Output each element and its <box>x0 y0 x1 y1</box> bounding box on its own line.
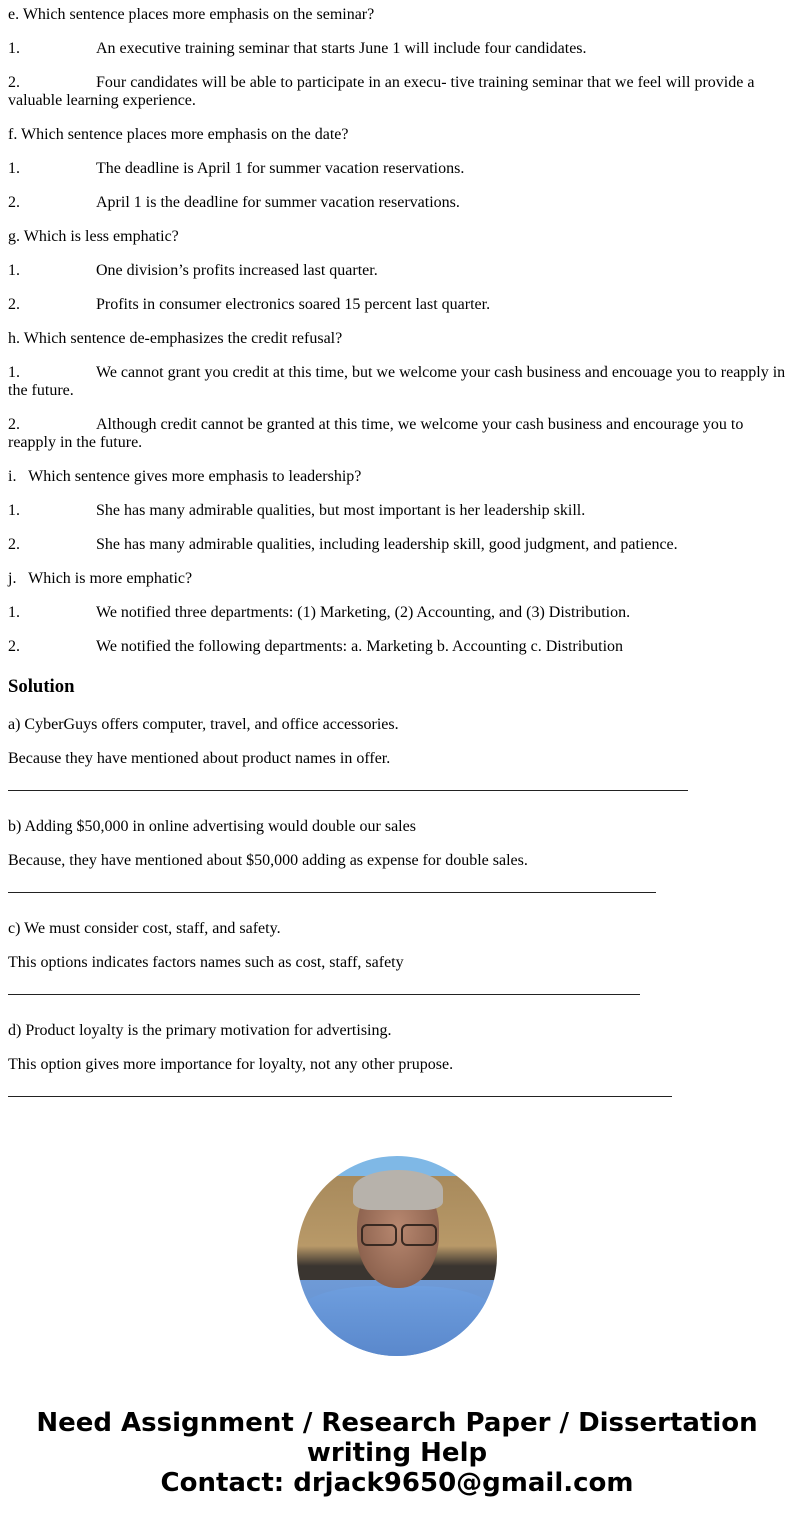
option <box>8 74 786 110</box>
question-prompt: g. Which is less emphatic? <box>8 228 179 245</box>
option-text: She has many admirable qualities, but most important is her leadership skill. <box>96 502 586 519</box>
option <box>8 502 786 520</box>
option-text: Although credit cannot be granted at this time, we welcome your cash business and encourage you to reapply in the future. <box>8 416 744 451</box>
question-prompt: h. Which sentence de-emphasizes the credit refusal? <box>8 330 343 347</box>
question-prompt: e. Which sentence places more emphasis on the seminar? <box>8 6 375 23</box>
option-number: 1. <box>8 40 20 57</box>
promo-line-1: Need Assignment / Research Paper / Dissertation <box>36 1408 758 1438</box>
option-number: 1. <box>8 160 20 177</box>
option-text: She has many admirable qualities, including leadership skill, good judgment, and patience. <box>96 536 678 553</box>
separator-line <box>8 994 640 995</box>
option <box>8 296 786 314</box>
option <box>8 416 786 452</box>
option <box>8 604 786 622</box>
option <box>8 194 786 212</box>
option-number: 2. <box>8 74 20 91</box>
document <box>0 6 794 1498</box>
option-number: 2. <box>8 638 20 655</box>
question-g <box>8 228 786 314</box>
option-text: One division’s profits increased last quarter. <box>96 262 378 279</box>
answer-text: d) Product loyalty is the primary motivation for advertising. <box>8 1022 392 1039</box>
option-number: 2. <box>8 296 20 313</box>
question-prompt: f. Which sentence places more emphasis on the date? <box>8 126 349 143</box>
separator <box>8 1074 786 1108</box>
separator <box>8 972 786 1006</box>
avatar-hair <box>353 1170 443 1210</box>
answer-reason: This option gives more importance for loyalty, not any other prupose. <box>8 1056 454 1073</box>
option <box>8 160 786 178</box>
option-number: 1. <box>8 364 20 381</box>
option-number: 2. <box>8 194 20 211</box>
avatar-glasses <box>361 1224 437 1244</box>
question-e <box>8 6 786 110</box>
question-j <box>8 570 786 656</box>
option-number: 2. <box>8 416 20 433</box>
answer-text: a) CyberGuys offers computer, travel, and office accessories. <box>8 716 399 733</box>
option-number: 2. <box>8 536 20 553</box>
author-photo-container <box>8 1156 786 1356</box>
answer-text: b) Adding $50,000 in online advertising would double our sales <box>8 818 416 835</box>
answer-c <box>8 920 786 1006</box>
option <box>8 638 786 656</box>
question-prompt: j. Which is more emphatic? <box>8 570 193 587</box>
option-number: 1. <box>8 262 20 279</box>
question-prompt: i. Which sentence gives more emphasis to leadership? <box>8 468 362 485</box>
answer-reason: This options indicates factors names such as cost, staff, safety <box>8 954 404 971</box>
option-text: The deadline is April 1 for summer vacation reservations. <box>96 160 465 177</box>
separator-line <box>8 790 688 791</box>
option-number: 1. <box>8 604 20 621</box>
question-f <box>8 126 786 212</box>
answer-b <box>8 818 786 904</box>
option <box>8 536 786 554</box>
option-text: We notified the following departments: a. Marketing b. Accounting c. Distribution <box>96 638 624 655</box>
answer-reason: Because they have mentioned about product names in offer. <box>8 750 391 767</box>
option-text: April 1 is the deadline for summer vacation reservations. <box>96 194 460 211</box>
promo-banner <box>8 1408 786 1498</box>
solution-heading: Solution <box>8 676 75 697</box>
separator-line <box>8 892 656 893</box>
author-avatar <box>297 1156 497 1356</box>
avatar-shirt <box>297 1286 497 1356</box>
option-number: 1. <box>8 502 20 519</box>
option <box>8 40 786 58</box>
promo-line-2: writing Help <box>306 1438 488 1468</box>
separator <box>8 768 786 802</box>
promo-contact: Contact: drjack9650@gmail.com <box>160 1468 634 1498</box>
answer-text: c) We must consider cost, staff, and safety. <box>8 920 281 937</box>
question-h <box>8 330 786 452</box>
option-text: We cannot grant you credit at this time, but we welcome your cash business and encouage you to reapply in the future. <box>8 364 786 399</box>
answer-a <box>8 716 786 802</box>
answer-reason: Because, they have mentioned about $50,000 adding as expense for double sales. <box>8 852 528 869</box>
option-text: An executive training seminar that starts June 1 will include four candidates. <box>96 40 587 57</box>
option-text: Four candidates will be able to participate in an execu- tive training seminar that we feel will provide a valuable learning experience. <box>8 74 755 109</box>
option-text: We notified three departments: (1) Marketing, (2) Accounting, and (3) Distribution. <box>96 604 631 621</box>
option-text: Profits in consumer electronics soared 15 percent last quarter. <box>96 296 491 313</box>
separator-line <box>8 1096 672 1097</box>
option <box>8 262 786 280</box>
option <box>8 364 786 400</box>
question-i <box>8 468 786 554</box>
answer-d <box>8 1022 786 1108</box>
separator <box>8 870 786 904</box>
